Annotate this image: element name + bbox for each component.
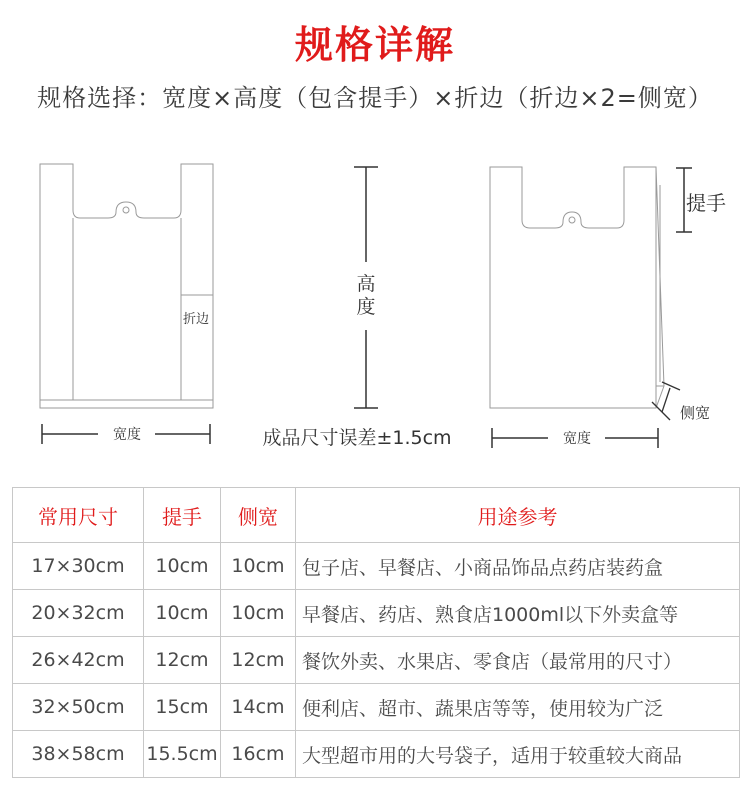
cell-usage: 大型超市用的大号袋子，适用于较重较大商品 bbox=[296, 731, 740, 778]
cell-size: 32×50cm bbox=[13, 684, 144, 731]
cell-handle: 12cm bbox=[144, 637, 221, 684]
header-size: 常用尺寸 bbox=[13, 488, 144, 543]
width-label-left: 宽度 bbox=[113, 427, 141, 443]
header-handle: 提手 bbox=[144, 488, 221, 543]
fold-label: 折边 bbox=[183, 312, 210, 327]
table-row bbox=[13, 637, 740, 684]
handle-label: 提手 bbox=[686, 191, 726, 215]
tolerance-note: 成品尺寸误差±1.5cm bbox=[262, 427, 452, 449]
table-row bbox=[13, 684, 740, 731]
cell-handle: 15cm bbox=[144, 684, 221, 731]
table-row bbox=[13, 731, 740, 778]
cell-side-width: 12cm bbox=[221, 637, 296, 684]
header-side-width: 侧宽 bbox=[221, 488, 296, 543]
spec-table bbox=[12, 487, 740, 778]
table-header-row bbox=[13, 488, 740, 543]
flat-bag-illustration bbox=[40, 164, 213, 408]
cell-size: 26×42cm bbox=[13, 637, 144, 684]
height-label-top: 高 bbox=[356, 273, 376, 295]
cell-size: 38×58cm bbox=[13, 731, 144, 778]
table-row bbox=[13, 543, 740, 590]
cell-side-width: 10cm bbox=[221, 543, 296, 590]
cell-side-width: 14cm bbox=[221, 684, 296, 731]
height-label-bottom: 度 bbox=[356, 296, 376, 318]
cell-usage: 包子店、早餐店、小商品饰品点药店装药盒 bbox=[296, 543, 740, 590]
cell-usage: 早餐店、药店、熟食店1000ml以下外卖盒等 bbox=[296, 590, 740, 637]
spec-formula: 规格选择：宽度×高度（包含提手）×折边（折边×2=侧宽） bbox=[37, 84, 713, 112]
cell-size: 20×32cm bbox=[13, 590, 144, 637]
cell-handle: 15.5cm bbox=[144, 731, 221, 778]
table-row bbox=[13, 590, 740, 637]
cell-size: 17×30cm bbox=[13, 543, 144, 590]
width-label-right: 宽度 bbox=[563, 431, 591, 447]
side-width-label: 侧宽 bbox=[680, 404, 711, 422]
cell-usage: 便利店、超市、蔬果店等等，使用较为广泛 bbox=[296, 684, 740, 731]
page-title: 规格详解 bbox=[294, 23, 455, 67]
cell-handle: 10cm bbox=[144, 543, 221, 590]
cell-usage: 餐饮外卖、水果店、零食店（最常用的尺寸） bbox=[296, 637, 740, 684]
gusset-bag-illustration bbox=[490, 167, 664, 408]
header-usage: 用途参考 bbox=[296, 488, 740, 543]
cell-side-width: 10cm bbox=[221, 590, 296, 637]
bag-diagram bbox=[0, 150, 750, 460]
cell-side-width: 16cm bbox=[221, 731, 296, 778]
cell-handle: 10cm bbox=[144, 590, 221, 637]
